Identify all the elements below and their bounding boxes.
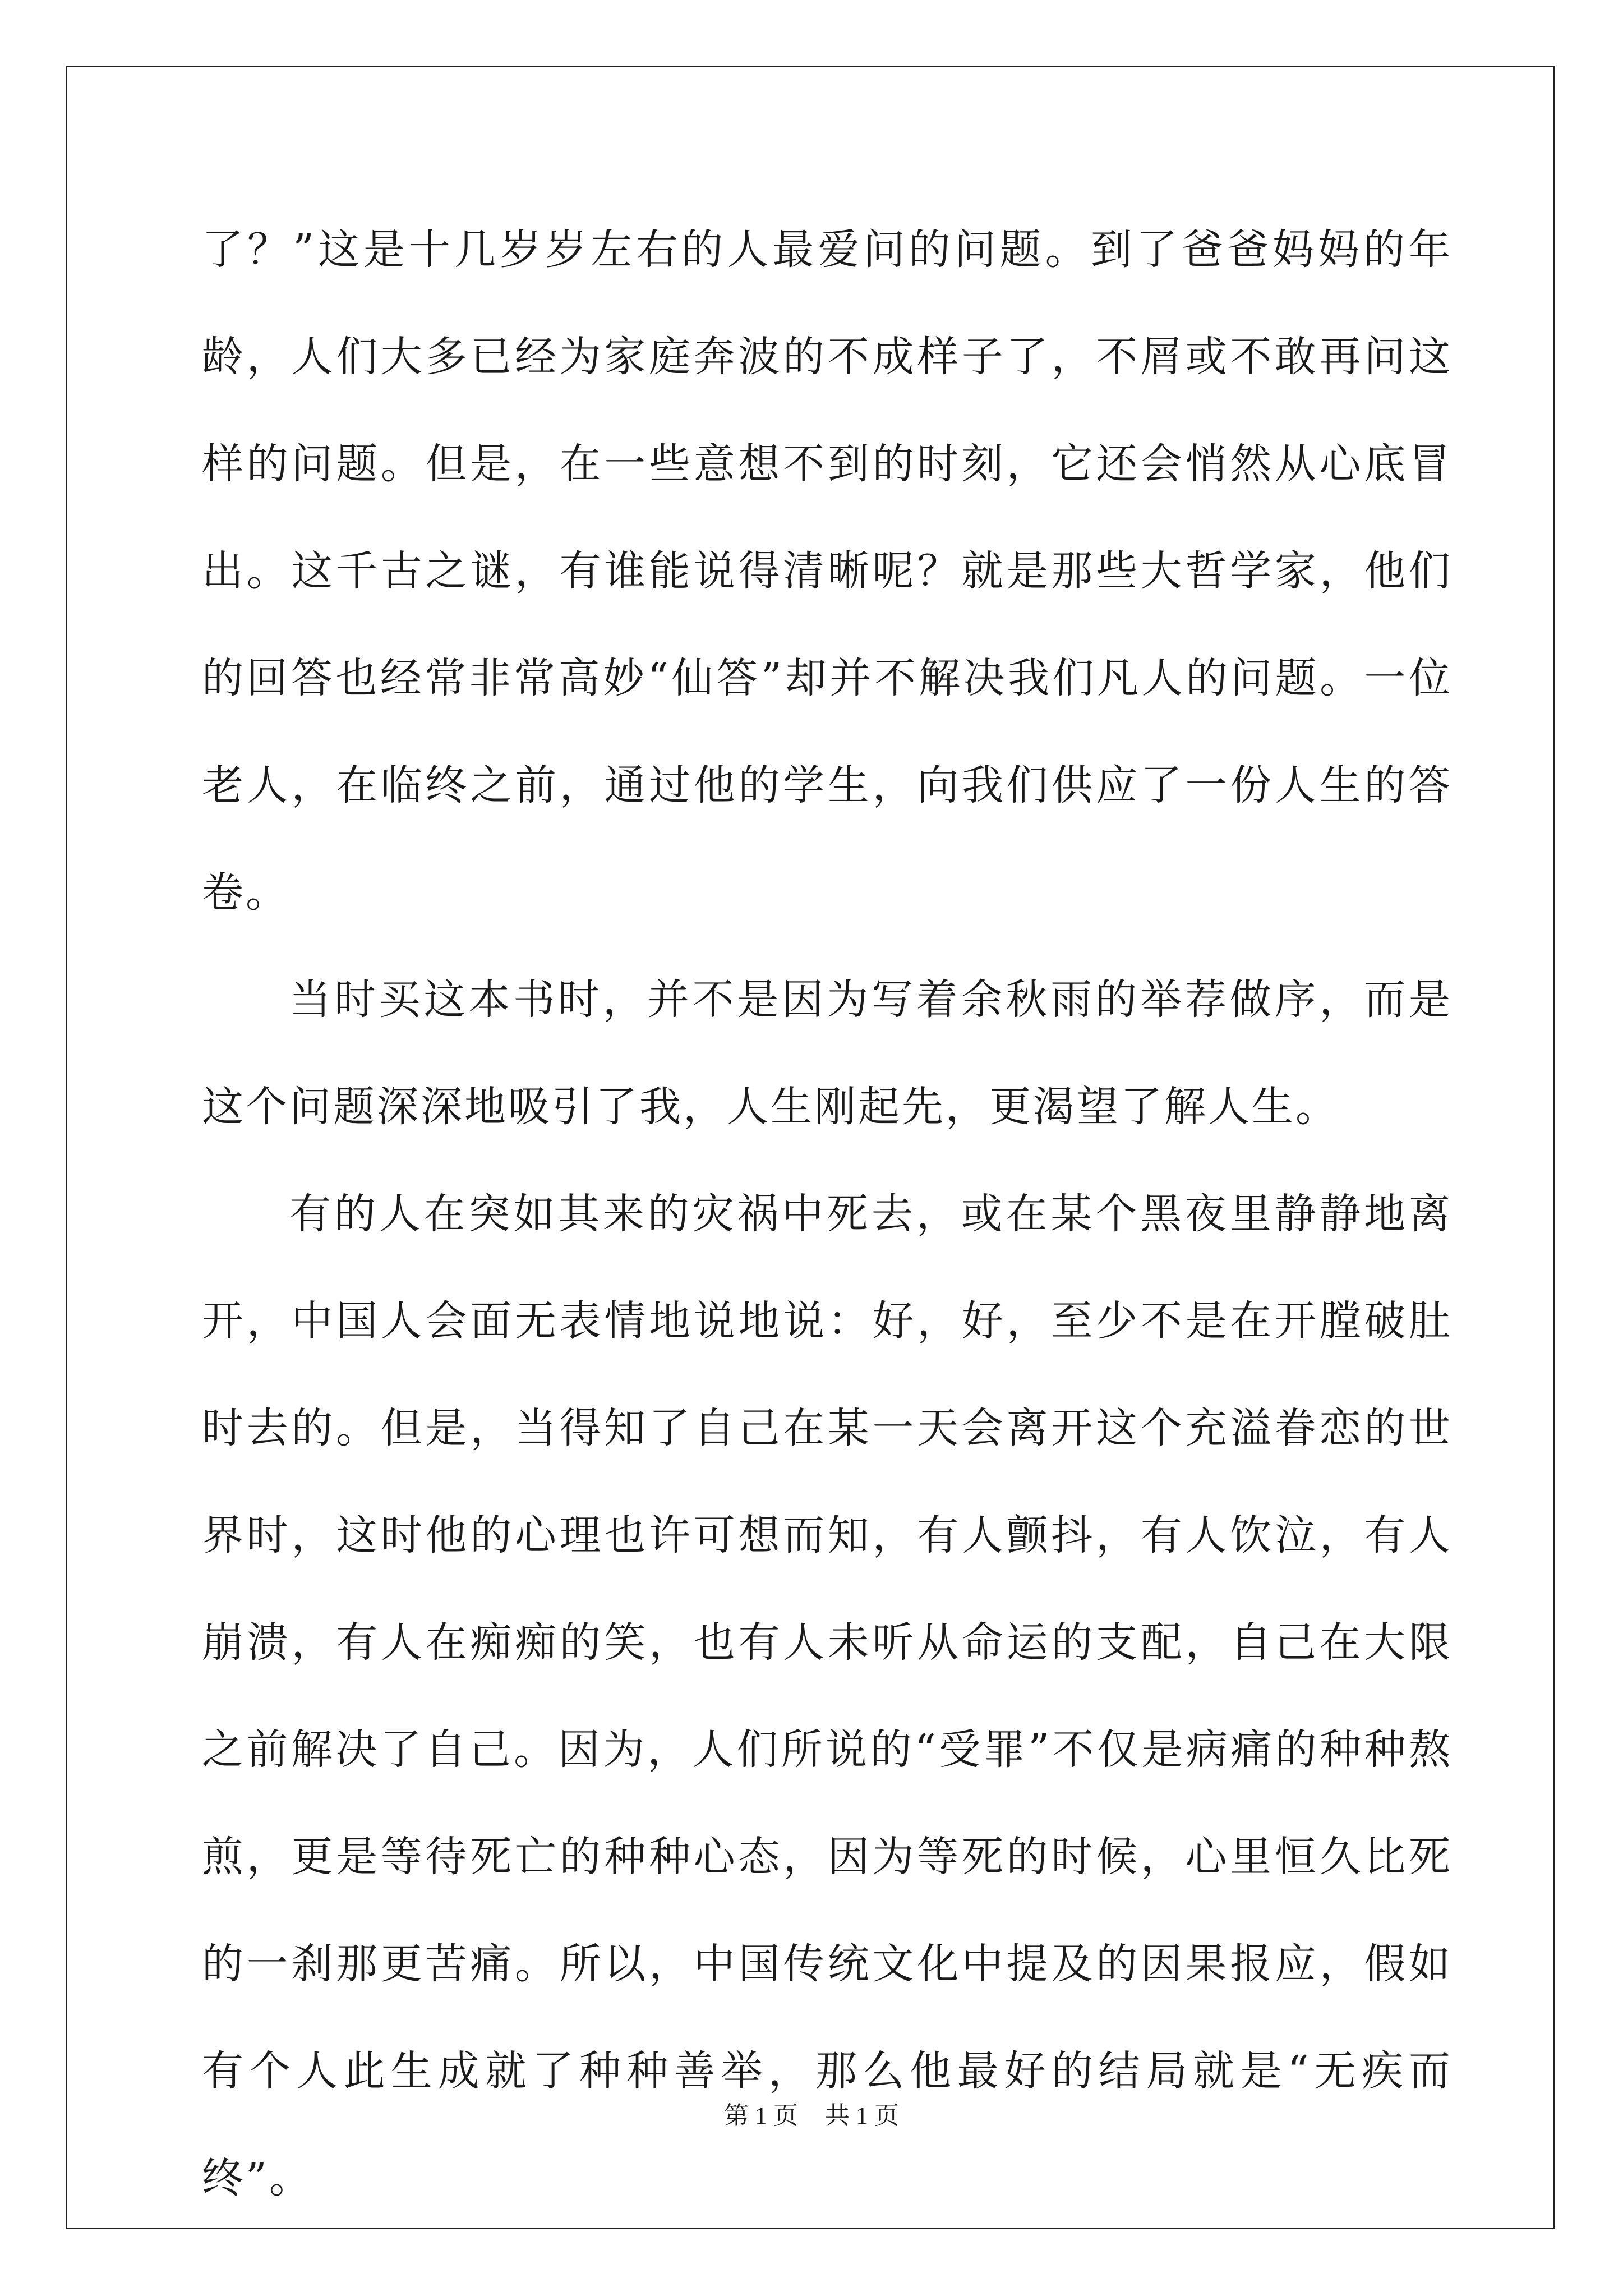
- document-body: [202, 196, 1453, 2232]
- paragraph-3: 有的人在突如其来的灾祸中死去，或在某个黑夜里静静地离开，中国人会面无表情地说地说：好，好，至少不是在开膛破肚时去的。但是，当得知了自己在某一天会离开这个充溢眷恋的世界时，这时他的心理也许可想而知，有人颤抖，有人饮泣，有人崩溃，有人在痴痴的笑，也有人未听从命运的支配，自己在大限之前解决了自己。因为，人们所说的“受罪”不仅是病痛的种种熬煎，更是等待死亡的种种心态，因为等死的时候，心里恒久比死的一刹那更苦痛。所以，中国传统文化中提及的因果报应，假如有个人此生成就了种种善举，那么他最好的结局就是“无疾而终”。: [202, 1190, 1453, 2202]
- paragraph-2: 当时买这本书时，并不是因为写着余秋雨的举荐做序，而是这个问题深深地吸引了我，人生刚起先，更渴望了解人生。: [202, 976, 1453, 1131]
- page-footer: [0, 2099, 1623, 2133]
- page-number: 第 1 页: [724, 2102, 798, 2129]
- paragraph-1: 了？”这是十几岁岁左右的人最爱问的问题。到了爸爸妈妈的年龄，人们大多已经为家庭奔波的不成样子了，不屑或不敢再问这样的问题。但是，在一些意想不到的时刻，它还会悄然从心底冒出。这千古之谜，有谁能说得清晰呢？就是那些大哲学家，他们的回答也经常非常高妙“仙答”却并不解决我们凡人的问题。一位老人，在临终之前，通过他的学生，向我们供应了一份人生的答卷。: [202, 226, 1453, 917]
- page-total: 共 1 页: [825, 2102, 899, 2129]
